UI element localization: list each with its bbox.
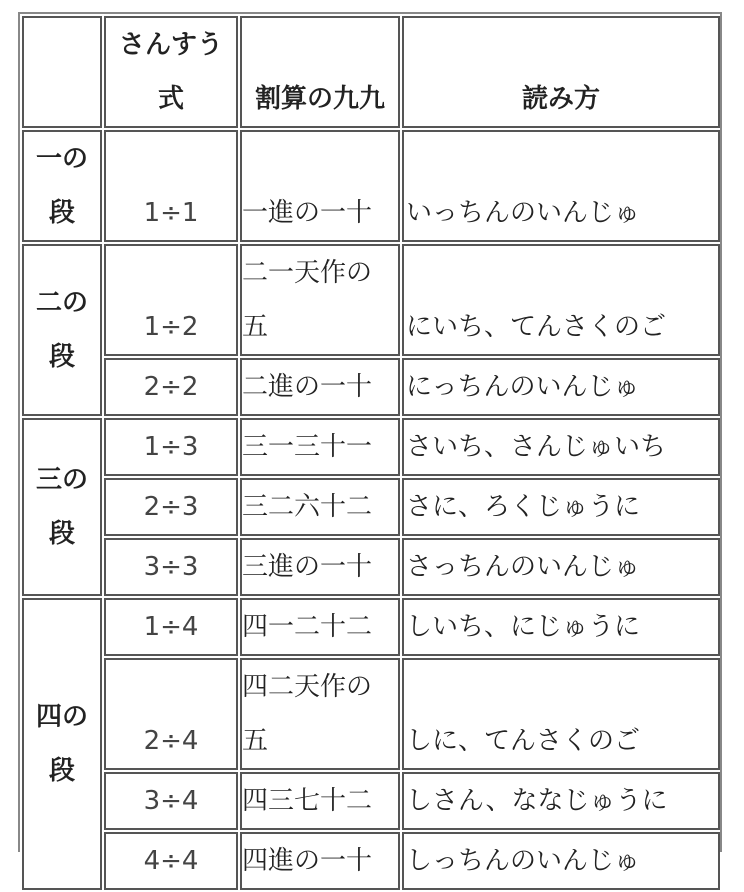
warizan-name-cell: 三進の一十 [240,538,400,596]
table-row [22,598,720,656]
reading-cell: しいち、にじゅうに [402,598,720,656]
header-row [22,16,720,128]
expression-cell: 1÷1 [104,130,238,242]
expression-cell: 2÷2 [104,358,238,416]
reading-cell: さっちんのいんじゅ [402,538,720,596]
header-warizan: 割算の九九 [240,16,400,128]
expression-cell: 2÷4 [104,658,238,770]
expression-cell: 3÷4 [104,772,238,830]
warizan-name-cell: 四一二十二 [240,598,400,656]
header-dan [22,16,102,128]
table-row [22,772,720,830]
header-yomi: 読み方 [402,16,720,128]
dan-label: 二の 段 [22,244,102,416]
warizan-name-cell: 三一三十一 [240,418,400,476]
reading-cell: にっちんのいんじゅ [402,358,720,416]
warizan-name-cell: 四進の一十 [240,832,400,890]
reading-cell: いっちんのいんじゅ [402,130,720,242]
expression-cell: 1÷3 [104,418,238,476]
reading-cell: さに、ろくじゅうに [402,478,720,536]
expression-cell: 3÷3 [104,538,238,596]
warizan-name-cell: 四二天作の五 [240,658,400,770]
table-row [22,832,720,890]
reading-cell: さいち、さんじゅいち [402,418,720,476]
table-row [22,130,720,242]
dan-label: 一の 段 [22,130,102,242]
table-row [22,478,720,536]
reading-cell: しさん、ななじゅうに [402,772,720,830]
table-row [22,244,720,356]
expression-cell: 4÷4 [104,832,238,890]
reading-cell: しっちんのいんじゅ [402,832,720,890]
warizan-name-cell: 四三七十二 [240,772,400,830]
reading-cell: しに、てんさくのご [402,658,720,770]
table-body [22,130,720,890]
header-siki-line2: 式 [157,84,184,114]
reading-cell: にいち、てんさくのご [402,244,720,356]
warizan-name-cell: 二進の一十 [240,358,400,416]
table-row [22,418,720,476]
table-row [22,538,720,596]
warizan-kuku-table [20,14,722,892]
dan-label: 四の 段 [22,598,102,890]
table-row [22,658,720,770]
expression-cell: 1÷2 [104,244,238,356]
expression-cell: 2÷3 [104,478,238,536]
warizan-name-cell: 三二六十二 [240,478,400,536]
expression-cell: 1÷4 [104,598,238,656]
header-siki-line1: さんすう [118,30,223,60]
warizan-name-cell: 二一天作の五 [240,244,400,356]
warizan-name-cell: 一進の一十 [240,130,400,242]
header-siki [104,16,238,128]
table-row [22,358,720,416]
dan-label: 三の 段 [22,418,102,596]
